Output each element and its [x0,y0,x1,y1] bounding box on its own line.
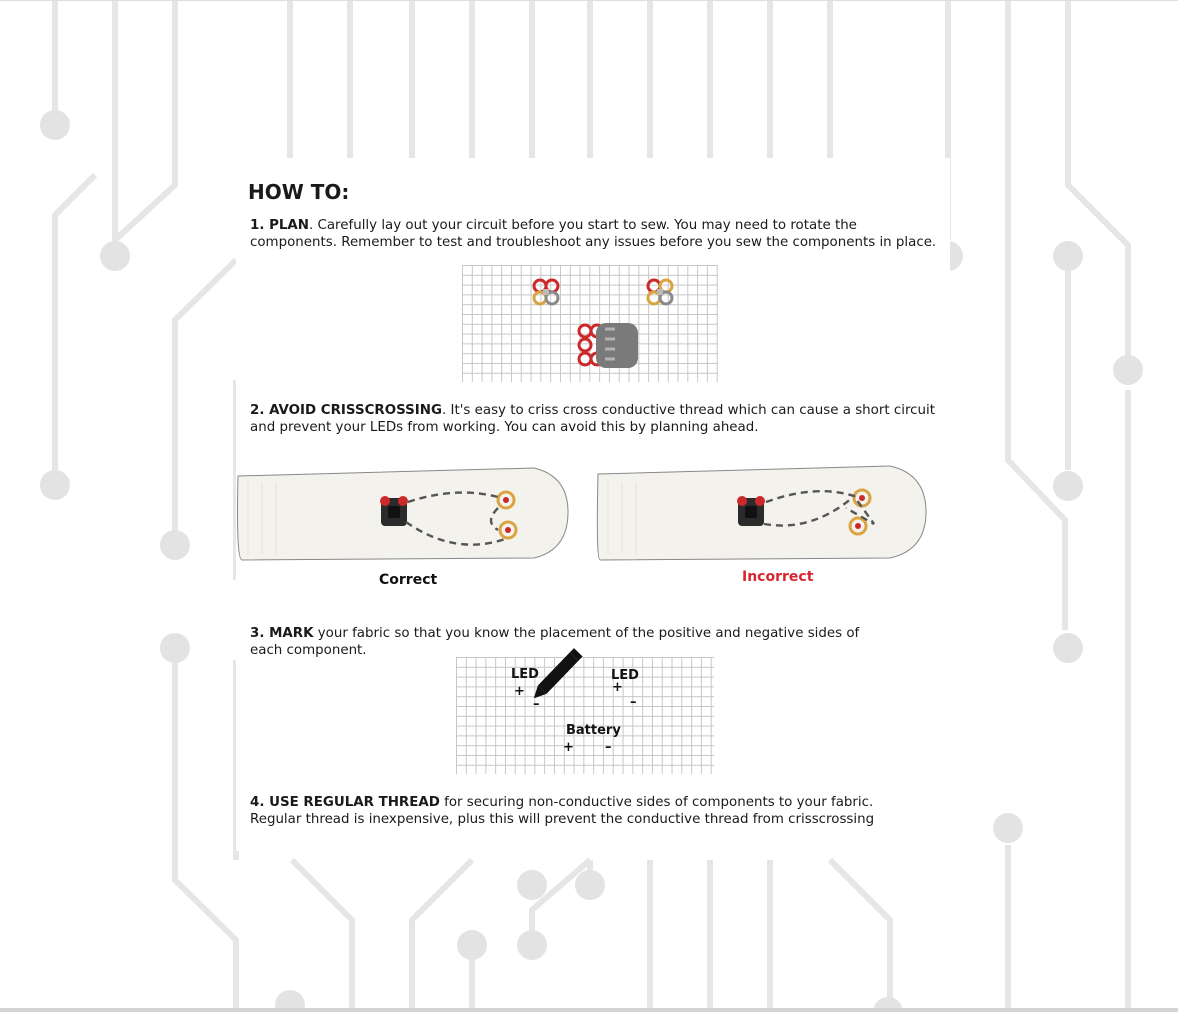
page-title: HOW TO: [248,180,350,204]
step-4-heading: 4. USE REGULAR THREAD [250,795,440,810]
step-2-text: . It's easy to criss cross conductive thread which can cause a short circuit and prevent your LEDs from working. You can avoid this by planning ahead. [250,403,935,435]
step-1-text: . Carefully lay out your circuit before you start to sew. You may need to rotate the components. Remember to test and troubleshoot any issues before you sew the components in place. [250,218,937,250]
caption-incorrect: Incorrect [742,569,814,585]
fabric-incorrect [597,466,926,560]
led-icon [648,280,672,304]
led-right-label: LED [611,668,639,683]
battery-label: Battery [566,723,621,738]
led-left-minus: – [533,697,540,712]
fabric-examples [236,462,936,566]
led-left-label: LED [511,667,539,682]
step-3-heading: 3. MARK [250,626,314,641]
battery-plus: + [563,740,574,755]
step-2-heading: 2. AVOID CRISSCROSSING [250,403,442,418]
step-4-text: for securing non-conductive sides of components to your fabric. Regular thread is inexpensive, plus this will prevent the conductive thread from crisscrossing [250,795,875,827]
fabric-correct [238,468,569,560]
step-1 [250,217,940,251]
battery-minus: – [605,740,612,755]
step-4 [250,794,920,828]
led-right-plus: + [612,680,623,695]
step-2 [250,402,940,436]
step-3-text: your fabric so that you know the placement of the positive and negative sides of each component. [250,626,860,658]
caption-correct: Correct [379,572,438,588]
battery-holder-icon [579,323,638,368]
led-icon [534,280,558,304]
battery-icon [380,496,408,526]
led-left-plus: + [514,684,525,699]
marker-pen-icon [532,646,588,698]
battery-icon [737,496,765,526]
step-1-heading: 1. PLAN [250,218,309,233]
led-right-minus: – [630,695,637,710]
plan-components [462,265,718,382]
